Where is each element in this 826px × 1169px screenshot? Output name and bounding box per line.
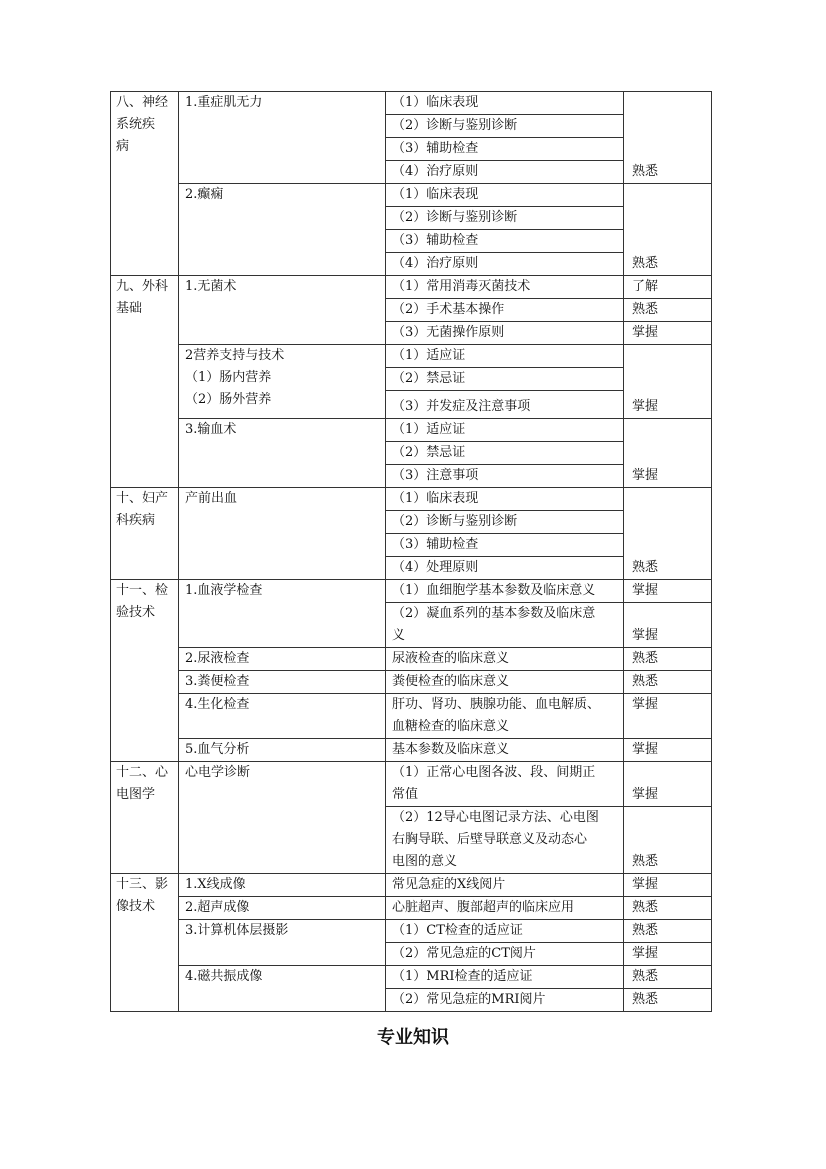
item-text: 肝功、肾功、胰腺功能、血电解质、 血糖检查的临床意义 (392, 697, 601, 734)
level-cell: 熟悉 (624, 299, 712, 322)
section-name-imaging (111, 874, 179, 1012)
item-cell: （1）临床表现 (386, 92, 624, 115)
section-name-text: 十一、检 验技术 (116, 583, 169, 620)
table-row (111, 345, 712, 368)
item-cell: （3）并发症及注意事项 (386, 391, 624, 419)
item-cell: 尿液检查的临床意义 (386, 648, 624, 671)
unit-name (179, 345, 386, 419)
level-cell: 熟悉 (624, 92, 712, 184)
level-cell: 熟悉 (624, 488, 712, 580)
level-cell: 掌握 (624, 943, 712, 966)
syllabus-table (110, 91, 712, 1012)
level-cell: 熟悉 (624, 989, 712, 1012)
level-cell: 掌握 (624, 762, 712, 807)
unit-name (179, 184, 386, 276)
unit-name (179, 966, 386, 1012)
table-row (111, 419, 712, 442)
unit-name: 3.粪便检查 (179, 671, 386, 694)
unit-name-text: 4.磁共振成像 (185, 969, 263, 984)
item-cell: （4）治疗原则 (386, 253, 624, 276)
level-cell: 熟悉 (624, 648, 712, 671)
table-row (111, 184, 712, 207)
item-cell (386, 694, 624, 739)
level-cell: 熟悉 (624, 671, 712, 694)
table-row (111, 966, 712, 989)
unit-name-text: 心电学诊断 (185, 765, 251, 780)
unit-name: 5.血气分析 (179, 739, 386, 762)
item-cell: （2）手术基本操作 (386, 299, 624, 322)
level-cell: 掌握 (624, 694, 712, 739)
unit-name-text: 3.输血术 (185, 422, 237, 437)
item-cell: （3）辅助检查 (386, 138, 624, 161)
item-cell: （2）常见急症的CT阅片 (386, 943, 624, 966)
unit-name-text: 3.计算机体层摄影 (185, 923, 289, 938)
table-row (111, 874, 712, 897)
item-cell: （4）处理原则 (386, 557, 624, 580)
unit-name (179, 580, 386, 648)
level-cell: 掌握 (624, 874, 712, 897)
unit-name (179, 419, 386, 488)
item-text: （2）凝血系列的基本参数及临床意 义 (392, 606, 596, 643)
unit-name: 1.X线成像 (179, 874, 386, 897)
section-name-obstetrics (111, 488, 179, 580)
table-row (111, 694, 712, 739)
level-cell: 掌握 (624, 322, 712, 345)
section-name-neuro (111, 92, 179, 276)
item-cell (386, 807, 624, 874)
table-row (111, 488, 712, 511)
item-cell: （2）禁忌证 (386, 368, 624, 391)
item-cell: 粪便检查的临床意义 (386, 671, 624, 694)
table-row (111, 276, 712, 299)
unit-name-text: 2营养支持与技术 （1）肠内营养 （2）肠外营养 (185, 348, 285, 407)
item-cell: （1）CT检查的适应证 (386, 920, 624, 943)
level-cell: 熟悉 (624, 897, 712, 920)
syllabus-table-body (111, 92, 712, 1012)
item-cell: （4）治疗原则 (386, 161, 624, 184)
item-cell: （1）MRI检查的适应证 (386, 966, 624, 989)
unit-name (179, 92, 386, 184)
section-name-surgery (111, 276, 179, 488)
unit-name-text: 1.重症肌无力 (185, 95, 263, 110)
level-cell: 了解 (624, 276, 712, 299)
item-text: （1）正常心电图各波、段、间期正 常值 (392, 765, 596, 802)
table-row (111, 739, 712, 762)
section-name-lab (111, 580, 179, 762)
level-cell: 掌握 (624, 603, 712, 648)
item-cell: （1）适应证 (386, 419, 624, 442)
unit-name: 2.尿液检查 (179, 648, 386, 671)
item-text: （2）12导心电图记录方法、心电图 右胸导联、后壁导联意义及动态心 电图的意义 (392, 810, 599, 869)
section-name-text: 八、神经 系统疾 病 (116, 95, 169, 154)
unit-name: 4.生化检查 (179, 694, 386, 739)
item-cell: （2）诊断与鉴别诊断 (386, 511, 624, 534)
item-cell: （2）诊断与鉴别诊断 (386, 207, 624, 230)
section-heading: 专业知识 (377, 1027, 449, 1048)
level-cell: 掌握 (624, 580, 712, 603)
unit-name-text: 产前出血 (185, 491, 238, 506)
table-row (111, 92, 712, 115)
item-cell: 基本参数及临床意义 (386, 739, 624, 762)
item-cell: （1）常用消毒灭菌技术 (386, 276, 624, 299)
unit-name-text: 1.无菌术 (185, 279, 237, 294)
table-row (111, 671, 712, 694)
item-cell: （1）适应证 (386, 345, 624, 368)
item-cell: （3）无菌操作原则 (386, 322, 624, 345)
item-cell: （3）注意事项 (386, 465, 624, 488)
item-cell: 常见急症的X线阅片 (386, 874, 624, 897)
unit-name (179, 762, 386, 874)
item-cell: （1）临床表现 (386, 184, 624, 207)
item-cell: （2）诊断与鉴别诊断 (386, 115, 624, 138)
section-name-text: 十三、影 像技术 (116, 877, 169, 914)
item-cell: （3）辅助检查 (386, 534, 624, 557)
table-row (111, 920, 712, 943)
item-cell (386, 603, 624, 648)
unit-name-text: 2.癫痫 (185, 187, 224, 202)
level-cell: 掌握 (624, 419, 712, 488)
table-row (111, 648, 712, 671)
level-cell: 熟悉 (624, 920, 712, 943)
section-name-text: 十二、心 电图学 (116, 765, 169, 802)
level-cell: 掌握 (624, 739, 712, 762)
level-cell: 熟悉 (624, 807, 712, 874)
item-cell (386, 762, 624, 807)
level-cell: 掌握 (624, 345, 712, 419)
table-row (111, 762, 712, 807)
item-cell: （1）临床表现 (386, 488, 624, 511)
item-cell: （2）常见急症的MRI阅片 (386, 989, 624, 1012)
unit-name-text: 1.血液学检查 (185, 583, 263, 598)
section-name-text: 九、外科 基础 (116, 279, 169, 316)
item-cell: 心脏超声、腹部超声的临床应用 (386, 897, 624, 920)
unit-name: 2.超声成像 (179, 897, 386, 920)
section-name-ecg (111, 762, 179, 874)
table-row (111, 580, 712, 603)
section-name-text: 十、妇产 科疾病 (116, 491, 169, 528)
unit-name (179, 276, 386, 345)
level-cell: 熟悉 (624, 966, 712, 989)
table-row (111, 897, 712, 920)
level-cell: 熟悉 (624, 184, 712, 276)
item-cell: （2）禁忌证 (386, 442, 624, 465)
unit-name (179, 488, 386, 580)
item-cell: （3）辅助检查 (386, 230, 624, 253)
unit-name (179, 920, 386, 966)
item-cell: （1）血细胞学基本参数及临床意义 (386, 580, 624, 603)
